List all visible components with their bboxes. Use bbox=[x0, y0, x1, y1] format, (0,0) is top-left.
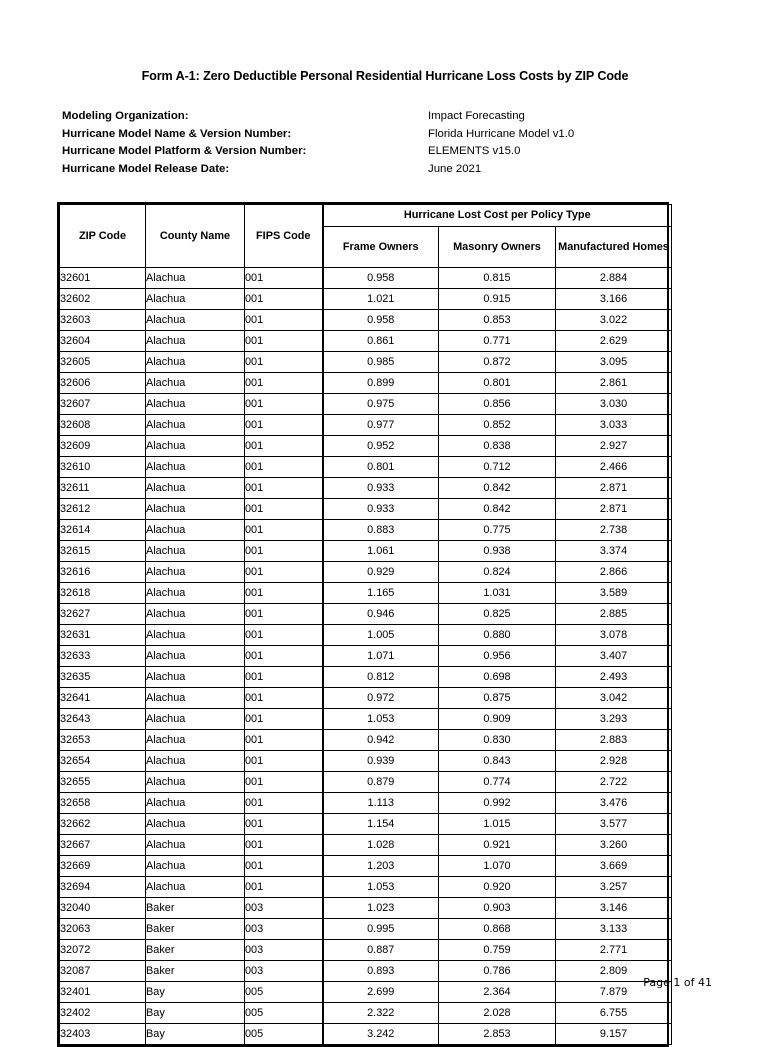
cell-masonry-owners: 0.903 bbox=[439, 898, 556, 919]
metadata-row bbox=[62, 128, 708, 146]
table-row bbox=[60, 709, 672, 730]
cell-fips-code: 001 bbox=[245, 688, 323, 709]
cell-masonry-owners: 0.843 bbox=[439, 751, 556, 772]
cell-manufactured-homes: 3.022 bbox=[556, 310, 672, 331]
cell-fips-code: 003 bbox=[245, 919, 323, 940]
cell-zip-code: 32402 bbox=[60, 1003, 146, 1024]
cell-frame-owners: 1.113 bbox=[323, 793, 439, 814]
cell-frame-owners: 0.975 bbox=[323, 394, 439, 415]
cell-masonry-owners: 0.815 bbox=[439, 268, 556, 289]
table-row bbox=[60, 457, 672, 478]
cell-masonry-owners: 0.956 bbox=[439, 646, 556, 667]
cell-manufactured-homes: 3.293 bbox=[556, 709, 672, 730]
cell-masonry-owners: 0.830 bbox=[439, 730, 556, 751]
cell-manufactured-homes: 2.871 bbox=[556, 478, 672, 499]
cell-zip-code: 32072 bbox=[60, 940, 146, 961]
cell-fips-code: 001 bbox=[245, 772, 323, 793]
table-row bbox=[60, 268, 672, 289]
cell-manufactured-homes: 3.476 bbox=[556, 793, 672, 814]
cell-fips-code: 003 bbox=[245, 940, 323, 961]
table-row bbox=[60, 919, 672, 940]
cell-masonry-owners: 0.868 bbox=[439, 919, 556, 940]
cell-masonry-owners: 2.364 bbox=[439, 982, 556, 1003]
loss-cost-table bbox=[59, 204, 672, 1045]
cell-county-name: Baker bbox=[146, 940, 245, 961]
cell-masonry-owners: 0.838 bbox=[439, 436, 556, 457]
cell-county-name: Alachua bbox=[146, 625, 245, 646]
cell-county-name: Alachua bbox=[146, 667, 245, 688]
table-row bbox=[60, 478, 672, 499]
cell-fips-code: 001 bbox=[245, 709, 323, 730]
cell-manufactured-homes: 2.493 bbox=[556, 667, 672, 688]
cell-frame-owners: 0.977 bbox=[323, 415, 439, 436]
cell-masonry-owners: 0.842 bbox=[439, 499, 556, 520]
cell-frame-owners: 0.933 bbox=[323, 499, 439, 520]
cell-manufactured-homes: 9.157 bbox=[556, 1024, 672, 1045]
cell-zip-code: 32662 bbox=[60, 814, 146, 835]
cell-fips-code: 001 bbox=[245, 394, 323, 415]
column-header-manufactured-homes: Manufactured Homes bbox=[556, 227, 672, 268]
cell-county-name: Alachua bbox=[146, 814, 245, 835]
cell-zip-code: 32653 bbox=[60, 730, 146, 751]
cell-masonry-owners: 2.028 bbox=[439, 1003, 556, 1024]
column-header-zip-code: ZIP Code bbox=[60, 205, 146, 268]
cell-zip-code: 32040 bbox=[60, 898, 146, 919]
cell-frame-owners: 0.933 bbox=[323, 478, 439, 499]
cell-masonry-owners: 0.915 bbox=[439, 289, 556, 310]
cell-frame-owners: 0.952 bbox=[323, 436, 439, 457]
cell-manufactured-homes: 2.466 bbox=[556, 457, 672, 478]
cell-county-name: Alachua bbox=[146, 835, 245, 856]
cell-manufactured-homes: 3.133 bbox=[556, 919, 672, 940]
cell-fips-code: 001 bbox=[245, 268, 323, 289]
cell-fips-code: 001 bbox=[245, 583, 323, 604]
table-row bbox=[60, 520, 672, 541]
table-row bbox=[60, 436, 672, 457]
cell-fips-code: 005 bbox=[245, 1024, 323, 1045]
cell-masonry-owners: 0.880 bbox=[439, 625, 556, 646]
cell-county-name: Alachua bbox=[146, 793, 245, 814]
cell-fips-code: 005 bbox=[245, 1003, 323, 1024]
cell-manufactured-homes: 6.755 bbox=[556, 1003, 672, 1024]
cell-county-name: Alachua bbox=[146, 562, 245, 583]
table-head bbox=[60, 205, 672, 268]
table-row bbox=[60, 415, 672, 436]
table-row bbox=[60, 688, 672, 709]
cell-masonry-owners: 0.852 bbox=[439, 415, 556, 436]
cell-zip-code: 32609 bbox=[60, 436, 146, 457]
table-row bbox=[60, 604, 672, 625]
cell-zip-code: 32618 bbox=[60, 583, 146, 604]
cell-manufactured-homes: 3.078 bbox=[556, 625, 672, 646]
cell-manufactured-homes: 2.871 bbox=[556, 499, 672, 520]
cell-frame-owners: 2.699 bbox=[323, 982, 439, 1003]
cell-frame-owners: 0.883 bbox=[323, 520, 439, 541]
column-header-fips-code: FIPS Code bbox=[245, 205, 323, 268]
cell-manufactured-homes: 2.866 bbox=[556, 562, 672, 583]
loss-cost-table-container bbox=[57, 202, 669, 1047]
metadata-label: Hurricane Model Release Date: bbox=[62, 162, 230, 175]
table-row bbox=[60, 1003, 672, 1024]
cell-fips-code: 001 bbox=[245, 373, 323, 394]
cell-county-name: Alachua bbox=[146, 310, 245, 331]
model-metadata-block bbox=[62, 110, 708, 180]
metadata-row bbox=[62, 110, 708, 128]
metadata-value: Impact Forecasting bbox=[428, 110, 525, 122]
cell-masonry-owners: 0.875 bbox=[439, 688, 556, 709]
cell-zip-code: 32602 bbox=[60, 289, 146, 310]
cell-zip-code: 32608 bbox=[60, 415, 146, 436]
table-row bbox=[60, 562, 672, 583]
cell-zip-code: 32612 bbox=[60, 499, 146, 520]
table-row bbox=[60, 772, 672, 793]
column-header-frame-owners: Frame Owners bbox=[323, 227, 439, 268]
cell-county-name: Bay bbox=[146, 982, 245, 1003]
cell-zip-code: 32643 bbox=[60, 709, 146, 730]
cell-masonry-owners: 0.853 bbox=[439, 310, 556, 331]
cell-fips-code: 001 bbox=[245, 856, 323, 877]
cell-fips-code: 001 bbox=[245, 877, 323, 898]
cell-masonry-owners: 0.698 bbox=[439, 667, 556, 688]
cell-fips-code: 001 bbox=[245, 604, 323, 625]
cell-manufactured-homes: 3.257 bbox=[556, 877, 672, 898]
cell-masonry-owners: 0.992 bbox=[439, 793, 556, 814]
cell-frame-owners: 0.958 bbox=[323, 310, 439, 331]
cell-frame-owners: 0.812 bbox=[323, 667, 439, 688]
cell-manufactured-homes: 3.095 bbox=[556, 352, 672, 373]
cell-frame-owners: 0.899 bbox=[323, 373, 439, 394]
metadata-label: Modeling Organization: bbox=[62, 110, 189, 122]
cell-frame-owners: 0.958 bbox=[323, 268, 439, 289]
cell-fips-code: 003 bbox=[245, 961, 323, 982]
table-row bbox=[60, 646, 672, 667]
table-row bbox=[60, 583, 672, 604]
cell-masonry-owners: 0.920 bbox=[439, 877, 556, 898]
cell-frame-owners: 2.322 bbox=[323, 1003, 439, 1024]
cell-fips-code: 001 bbox=[245, 478, 323, 499]
cell-county-name: Alachua bbox=[146, 352, 245, 373]
cell-fips-code: 001 bbox=[245, 457, 323, 478]
cell-county-name: Alachua bbox=[146, 541, 245, 562]
cell-county-name: Alachua bbox=[146, 520, 245, 541]
cell-zip-code: 32658 bbox=[60, 793, 146, 814]
table-row bbox=[60, 877, 672, 898]
cell-fips-code: 001 bbox=[245, 310, 323, 331]
table-row bbox=[60, 898, 672, 919]
cell-fips-code: 001 bbox=[245, 730, 323, 751]
cell-county-name: Alachua bbox=[146, 604, 245, 625]
metadata-row bbox=[62, 145, 708, 163]
table-header-row-top bbox=[60, 205, 672, 227]
cell-zip-code: 32610 bbox=[60, 457, 146, 478]
cell-fips-code: 001 bbox=[245, 436, 323, 457]
cell-county-name: Alachua bbox=[146, 457, 245, 478]
cell-county-name: Alachua bbox=[146, 646, 245, 667]
cell-county-name: Alachua bbox=[146, 394, 245, 415]
cell-frame-owners: 3.242 bbox=[323, 1024, 439, 1045]
cell-manufactured-homes: 2.629 bbox=[556, 331, 672, 352]
cell-fips-code: 001 bbox=[245, 835, 323, 856]
cell-frame-owners: 0.985 bbox=[323, 352, 439, 373]
cell-frame-owners: 1.028 bbox=[323, 835, 439, 856]
cell-county-name: Bay bbox=[146, 1024, 245, 1045]
cell-manufactured-homes: 2.738 bbox=[556, 520, 672, 541]
cell-fips-code: 001 bbox=[245, 331, 323, 352]
cell-zip-code: 32603 bbox=[60, 310, 146, 331]
cell-fips-code: 001 bbox=[245, 667, 323, 688]
cell-county-name: Alachua bbox=[146, 289, 245, 310]
cell-manufactured-homes: 3.577 bbox=[556, 814, 672, 835]
cell-zip-code: 32063 bbox=[60, 919, 146, 940]
cell-county-name: Alachua bbox=[146, 751, 245, 772]
cell-county-name: Alachua bbox=[146, 268, 245, 289]
cell-county-name: Alachua bbox=[146, 499, 245, 520]
cell-zip-code: 32401 bbox=[60, 982, 146, 1003]
cell-masonry-owners: 0.801 bbox=[439, 373, 556, 394]
cell-manufactured-homes: 7.879 bbox=[556, 982, 672, 1003]
cell-manufactured-homes: 3.166 bbox=[556, 289, 672, 310]
cell-frame-owners: 1.203 bbox=[323, 856, 439, 877]
cell-frame-owners: 0.893 bbox=[323, 961, 439, 982]
table-row bbox=[60, 751, 672, 772]
cell-manufactured-homes: 3.407 bbox=[556, 646, 672, 667]
table-row bbox=[60, 394, 672, 415]
cell-frame-owners: 0.995 bbox=[323, 919, 439, 940]
cell-masonry-owners: 0.786 bbox=[439, 961, 556, 982]
cell-fips-code: 001 bbox=[245, 541, 323, 562]
cell-zip-code: 32627 bbox=[60, 604, 146, 625]
cell-manufactured-homes: 2.885 bbox=[556, 604, 672, 625]
cell-masonry-owners: 1.015 bbox=[439, 814, 556, 835]
metadata-value: Florida Hurricane Model v1.0 bbox=[428, 127, 575, 140]
cell-frame-owners: 0.887 bbox=[323, 940, 439, 961]
cell-frame-owners: 1.165 bbox=[323, 583, 439, 604]
cell-masonry-owners: 1.070 bbox=[439, 856, 556, 877]
table-row bbox=[60, 940, 672, 961]
cell-fips-code: 001 bbox=[245, 793, 323, 814]
cell-zip-code: 32403 bbox=[60, 1024, 146, 1045]
cell-zip-code: 32631 bbox=[60, 625, 146, 646]
cell-fips-code: 001 bbox=[245, 499, 323, 520]
cell-fips-code: 003 bbox=[245, 898, 323, 919]
table-row bbox=[60, 814, 672, 835]
cell-manufactured-homes: 2.809 bbox=[556, 961, 672, 982]
cell-fips-code: 001 bbox=[245, 415, 323, 436]
cell-frame-owners: 1.154 bbox=[323, 814, 439, 835]
cell-zip-code: 32611 bbox=[60, 478, 146, 499]
cell-masonry-owners: 0.842 bbox=[439, 478, 556, 499]
cell-zip-code: 32615 bbox=[60, 541, 146, 562]
cell-frame-owners: 0.861 bbox=[323, 331, 439, 352]
cell-manufactured-homes: 3.146 bbox=[556, 898, 672, 919]
cell-zip-code: 32655 bbox=[60, 772, 146, 793]
cell-fips-code: 001 bbox=[245, 625, 323, 646]
cell-zip-code: 32641 bbox=[60, 688, 146, 709]
cell-masonry-owners: 1.031 bbox=[439, 583, 556, 604]
cell-frame-owners: 0.801 bbox=[323, 457, 439, 478]
cell-manufactured-homes: 3.033 bbox=[556, 415, 672, 436]
cell-fips-code: 005 bbox=[245, 982, 323, 1003]
cell-masonry-owners: 2.853 bbox=[439, 1024, 556, 1045]
cell-fips-code: 001 bbox=[245, 289, 323, 310]
cell-county-name: Alachua bbox=[146, 730, 245, 751]
cell-zip-code: 32667 bbox=[60, 835, 146, 856]
table-body bbox=[60, 268, 672, 1045]
cell-frame-owners: 1.005 bbox=[323, 625, 439, 646]
cell-masonry-owners: 0.775 bbox=[439, 520, 556, 541]
table-row bbox=[60, 499, 672, 520]
cell-frame-owners: 1.053 bbox=[323, 709, 439, 730]
cell-frame-owners: 1.053 bbox=[323, 877, 439, 898]
cell-frame-owners: 1.061 bbox=[323, 541, 439, 562]
table-row bbox=[60, 310, 672, 331]
column-header-county-name: County Name bbox=[146, 205, 245, 268]
cell-county-name: Alachua bbox=[146, 877, 245, 898]
cell-fips-code: 001 bbox=[245, 562, 323, 583]
cell-masonry-owners: 0.825 bbox=[439, 604, 556, 625]
cell-fips-code: 001 bbox=[245, 814, 323, 835]
cell-zip-code: 32616 bbox=[60, 562, 146, 583]
cell-manufactured-homes: 2.883 bbox=[556, 730, 672, 751]
cell-county-name: Alachua bbox=[146, 478, 245, 499]
table-row bbox=[60, 373, 672, 394]
cell-county-name: Baker bbox=[146, 898, 245, 919]
cell-county-name: Bay bbox=[146, 1003, 245, 1024]
cell-county-name: Alachua bbox=[146, 709, 245, 730]
cell-manufactured-homes: 3.042 bbox=[556, 688, 672, 709]
table-row bbox=[60, 793, 672, 814]
column-group-header-policy-type: Hurricane Lost Cost per Policy Type bbox=[323, 205, 672, 227]
cell-fips-code: 001 bbox=[245, 352, 323, 373]
cell-frame-owners: 0.942 bbox=[323, 730, 439, 751]
cell-county-name: Alachua bbox=[146, 331, 245, 352]
cell-masonry-owners: 0.872 bbox=[439, 352, 556, 373]
cell-frame-owners: 1.021 bbox=[323, 289, 439, 310]
table-row bbox=[60, 730, 672, 751]
cell-frame-owners: 0.946 bbox=[323, 604, 439, 625]
cell-county-name: Alachua bbox=[146, 415, 245, 436]
cell-zip-code: 32669 bbox=[60, 856, 146, 877]
table-row bbox=[60, 625, 672, 646]
cell-county-name: Alachua bbox=[146, 688, 245, 709]
cell-frame-owners: 0.939 bbox=[323, 751, 439, 772]
cell-manufactured-homes: 2.884 bbox=[556, 268, 672, 289]
page-footer: Page 1 of 41 bbox=[643, 976, 712, 989]
table-row bbox=[60, 541, 672, 562]
cell-county-name: Alachua bbox=[146, 856, 245, 877]
cell-zip-code: 32605 bbox=[60, 352, 146, 373]
cell-manufactured-homes: 2.927 bbox=[556, 436, 672, 457]
cell-masonry-owners: 0.938 bbox=[439, 541, 556, 562]
table-row bbox=[60, 835, 672, 856]
cell-masonry-owners: 0.824 bbox=[439, 562, 556, 583]
cell-zip-code: 32614 bbox=[60, 520, 146, 541]
cell-frame-owners: 0.972 bbox=[323, 688, 439, 709]
cell-zip-code: 32607 bbox=[60, 394, 146, 415]
cell-manufactured-homes: 2.928 bbox=[556, 751, 672, 772]
cell-manufactured-homes: 2.771 bbox=[556, 940, 672, 961]
cell-zip-code: 32635 bbox=[60, 667, 146, 688]
cell-county-name: Baker bbox=[146, 961, 245, 982]
table-row bbox=[60, 1024, 672, 1045]
cell-frame-owners: 0.929 bbox=[323, 562, 439, 583]
cell-manufactured-homes: 3.589 bbox=[556, 583, 672, 604]
cell-county-name: Alachua bbox=[146, 373, 245, 394]
cell-county-name: Baker bbox=[146, 919, 245, 940]
cell-zip-code: 32654 bbox=[60, 751, 146, 772]
table-row bbox=[60, 352, 672, 373]
cell-masonry-owners: 0.921 bbox=[439, 835, 556, 856]
column-header-masonry-owners: Masonry Owners bbox=[439, 227, 556, 268]
cell-masonry-owners: 0.774 bbox=[439, 772, 556, 793]
cell-manufactured-homes: 3.030 bbox=[556, 394, 672, 415]
table-row bbox=[60, 667, 672, 688]
cell-frame-owners: 1.071 bbox=[323, 646, 439, 667]
cell-zip-code: 32087 bbox=[60, 961, 146, 982]
cell-frame-owners: 0.879 bbox=[323, 772, 439, 793]
table-row bbox=[60, 856, 672, 877]
cell-manufactured-homes: 3.669 bbox=[556, 856, 672, 877]
cell-frame-owners: 1.023 bbox=[323, 898, 439, 919]
cell-zip-code: 32601 bbox=[60, 268, 146, 289]
cell-zip-code: 32604 bbox=[60, 331, 146, 352]
cell-zip-code: 32694 bbox=[60, 877, 146, 898]
cell-fips-code: 001 bbox=[245, 520, 323, 541]
page-title: Form A-1: Zero Deductible Personal Residential Hurricane Loss Costs by ZIP Code bbox=[141, 69, 629, 83]
cell-manufactured-homes: 2.722 bbox=[556, 772, 672, 793]
cell-masonry-owners: 0.856 bbox=[439, 394, 556, 415]
cell-county-name: Alachua bbox=[146, 772, 245, 793]
cell-masonry-owners: 0.759 bbox=[439, 940, 556, 961]
metadata-label: Hurricane Model Platform & Version Number: bbox=[62, 145, 307, 157]
cell-manufactured-homes: 3.260 bbox=[556, 835, 672, 856]
table-row bbox=[60, 331, 672, 352]
cell-masonry-owners: 0.771 bbox=[439, 331, 556, 352]
cell-masonry-owners: 0.712 bbox=[439, 457, 556, 478]
metadata-value: ELEMENTS v15.0 bbox=[428, 145, 521, 157]
metadata-value: June 2021 bbox=[428, 162, 482, 175]
metadata-row bbox=[62, 163, 708, 181]
cell-manufactured-homes: 2.861 bbox=[556, 373, 672, 394]
cell-county-name: Alachua bbox=[146, 436, 245, 457]
table-row bbox=[60, 289, 672, 310]
cell-zip-code: 32633 bbox=[60, 646, 146, 667]
metadata-label: Hurricane Model Name & Version Number: bbox=[62, 127, 292, 140]
cell-county-name: Alachua bbox=[146, 583, 245, 604]
cell-fips-code: 001 bbox=[245, 751, 323, 772]
cell-zip-code: 32606 bbox=[60, 373, 146, 394]
cell-manufactured-homes: 3.374 bbox=[556, 541, 672, 562]
cell-fips-code: 001 bbox=[245, 646, 323, 667]
cell-masonry-owners: 0.909 bbox=[439, 709, 556, 730]
